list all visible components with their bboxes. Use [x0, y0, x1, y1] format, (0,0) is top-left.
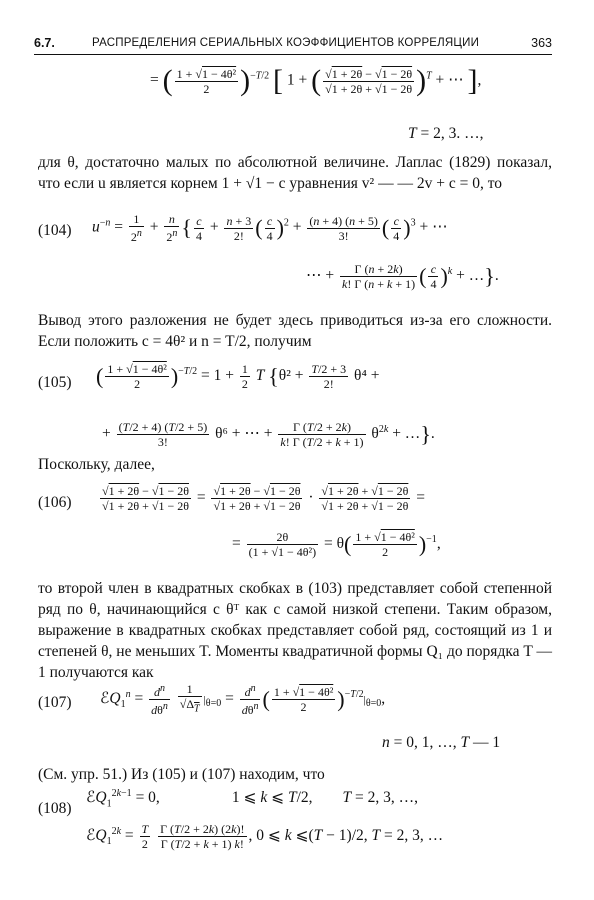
- paragraph-3: Поскольку, далее,: [38, 456, 155, 473]
- equation-104-line2: ⋯ + $\frac{\Gamma (n + 2k)}{k! \Gamma (n + k + 1)}$ ( $\frac{c}{4}$ )$^k$ + …}.: [306, 262, 499, 291]
- equation-number-104: (104): [38, 222, 72, 239]
- equation-107-line2: n = 0, 1, …, T — 1: [382, 734, 501, 751]
- equation-number-106: (106): [38, 494, 72, 511]
- equation-108-line1: ℰQ$_1^{2k-1}$ = 0, 1 ⩽ k ⩽ T/2, T = 2, 3, …,: [86, 788, 419, 810]
- page-number: 363: [531, 36, 552, 50]
- equation-105-line2: + $\frac{(T/2 + 4) (T/2 + 5)}{3!}$ θ⁶ + ⋯ + $\frac{\Gamma (T/2 + 2k)}{k! \Gamma (T/2 + k + 1)}$ $\theta^{2k}$ + …}.: [102, 420, 435, 449]
- equation-107-line1: ℰQ$_1^n$ = $d^n$ $d\theta^n$ $\frac{1}{√\Delta_T}$ $|_{\theta=0}$ = $d^n$ $d\theta^n$ ( $\frac{\text{1 + √1 − 4θ²}}{2}$ )$^{-T/2}|_{\theta=0}$,: [100, 682, 386, 717]
- equation-number-107: (107): [38, 694, 72, 711]
- equation-number-108: (108): [38, 800, 72, 817]
- equation-105-line1: ( $\frac{\text{1 + √1 − 4θ²}}{2}$ )$^{-T/2}$ = 1 + $\frac{1}{2}$ T {θ² + $\frac{T/2 + 3}{2!}$ θ⁴ +: [96, 362, 380, 391]
- paragraph-5: (См. упр. 51.) Из (105) и (107) находим, что: [38, 766, 325, 783]
- paragraph-4: то второй член в квадратных скобках в (103) представляет собой степенной ряд по θ, начинающийся с θᵀ как с самой низкой степени. Таким образом, выражение в квадратных скобках представляет собой ряд, состоящий из 1 и степеней θ, не меньших T. Моменты квадратичной формы Q₁ до порядка T — 1 получаются как: [38, 580, 552, 681]
- paragraph-2: Вывод этого разложения не будет здесь приводиться из-за его сложности. Если положить c = 4θ² и n = T/2, получим: [38, 312, 552, 350]
- equation-top-line1: = ( $\frac{\text{1 + √1 − 4θ²}}{2}$ )$^{-T/2}$ [ 1 + ( $\frac{√1 + 2\theta - √1 - 2\theta}{√1 + 2\theta + √1 - 2\theta}$ )$^T$ + ⋯ ],: [150, 64, 482, 97]
- equation-108-line2: ℰQ$_1^{2k}$ = $\frac{T}{2}$ $\frac{\Gamma (T/2 + 2k) (2k)!}{\Gamma (T/2 + k + 1) k!}$ , 0 ⩽ k ⩽(T − 1)/2, T = 2, 3, …: [86, 822, 444, 851]
- equation-106-line1: $\frac{√1 + 2\theta - √1 - 2\theta}{√1 + 2\theta + √1 - 2\theta}$ = $\frac{√1 + 2\theta - √1 - 2\theta}{√1 + 2\theta + √1 - 2\theta}$ · $\frac{√1 + 2\theta + √1 - 2\theta}{√1 + 2\theta + √1 - 2\theta}$ =: [102, 484, 425, 513]
- paragraph-1: для θ, достаточно малых по абсолютной величине. Лаплас (1829) показал, что если u является корнем 1 + √1 − c уравнения v² — — 2v + c = 0, то: [38, 154, 552, 192]
- equation-number-105: (105): [38, 374, 72, 391]
- running-title: РАСПРЕДЕЛЕНИЯ СЕРИАЛЬНЫХ КОЭФФИЦИЕНТОВ КОРРЕЛЯЦИИ: [92, 37, 480, 49]
- equation-top-line2: T = 2, 3. …,: [408, 125, 484, 142]
- equation-104-line1: $u^{-n}$ = $\frac{1}{2^n}$ + $\frac{n}{2^n}$ { $\frac{c}{4}$ + $\frac{n + 3}{2!}$ ( $\frac{c}{4}$ )$^2$ + $\frac{(n + 4) (n + 5)}{3!}$ ( $\frac{c}{4}$ )$^3$ + ⋯: [92, 212, 448, 244]
- running-header: [34, 36, 552, 55]
- section-number: 6.7.: [34, 36, 55, 50]
- equation-106-line2: = $\frac{2\theta}{\text{(1 + √1 − 4θ²)}}$ = θ( $\frac{\text{1 + √1 − 4θ²}}{2}$ )$^{-1}$,: [232, 530, 441, 559]
